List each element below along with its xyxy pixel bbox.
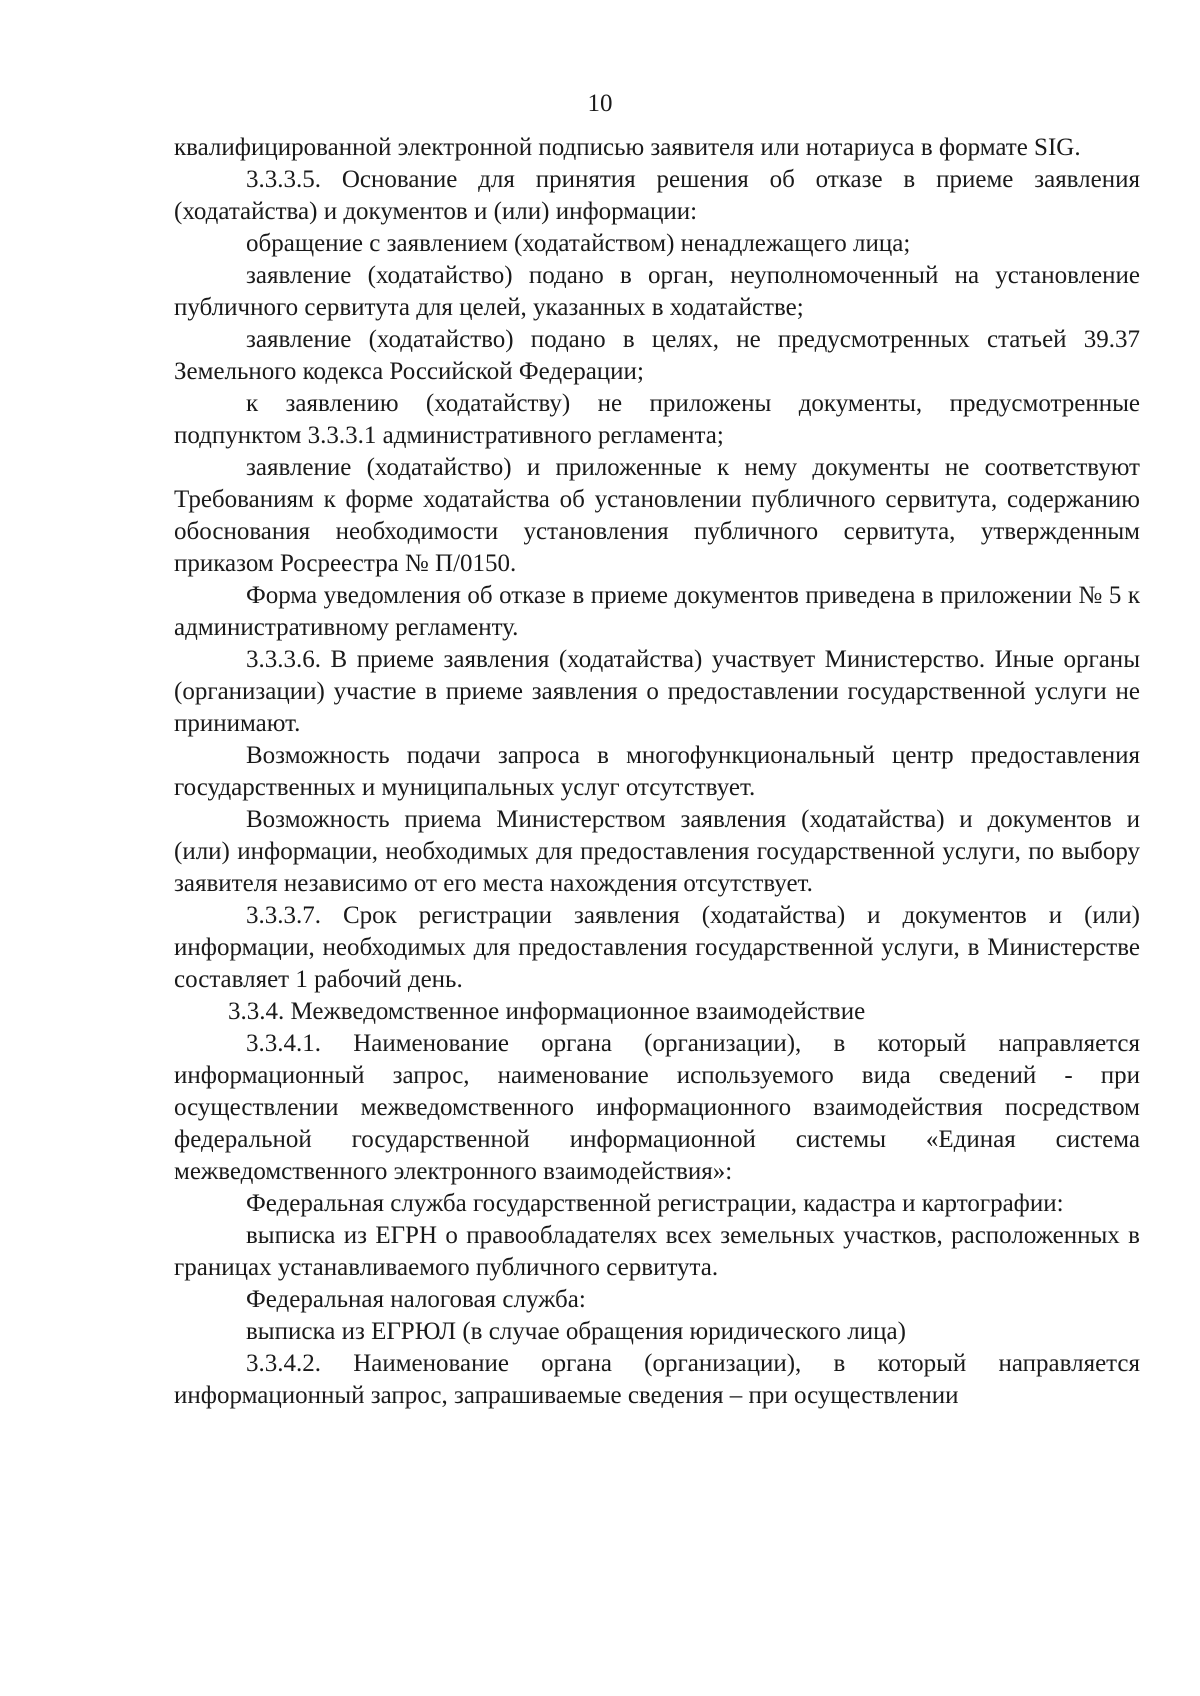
page-number: 10 [587, 90, 613, 117]
paragraph: квалифицированной электронной подписью заявителя или нотариуса в формате SIG. [174, 134, 1081, 161]
paragraph: 3.3.3.7. Срок регистрации заявления (ходатайства) и документов и (или) информации, необходимых для предоставления государственной услуги, в Министерстве составляет 1 рабочий день. [174, 902, 1140, 993]
paragraph: Федеральная служба государственной регистрации, кадастра и картографии: [246, 1190, 1064, 1217]
paragraph: к заявлению (ходатайству) не приложены документы, предусмотренные подпунктом 3.3.3.1 административного регламента; [174, 390, 1140, 449]
paragraph: Возможность приема Министерством заявления (ходатайства) и документов и (или) информации, необходимых для предоставления государственной услуги, по выбору заявителя независимо от его места нахождения отсутствует. [174, 806, 1140, 897]
paragraph: заявление (ходатайство) и приложенные к нему документы не соответствуют Требованиям к форме ходатайства об установлении публичного сервитута, содержанию обоснования необходимости установления публичного сервитута, утвержденным приказом Росреестра № П/0150. [174, 454, 1140, 577]
document-body [174, 132, 1140, 1412]
paragraph: обращение с заявлением (ходатайством) ненадлежащего лица; [246, 230, 911, 257]
paragraph: Федеральная налоговая служба: [246, 1286, 586, 1313]
paragraph: 3.3.4.2. Наименование органа (организации), в который направляется информационный запрос, запрашиваемые сведения – при осуществлении [174, 1350, 1140, 1409]
paragraph: 3.3.3.5. Основание для принятия решения об отказе в приеме заявления (ходатайства) и документов и (или) информации: [174, 166, 1140, 225]
paragraph: заявление (ходатайство) подано в орган, неуполномоченный на установление публичного сервитута для целей, указанных в ходатайстве; [174, 262, 1140, 321]
section-heading: 3.3.4. Межведомственное информационное взаимодействие [228, 998, 866, 1025]
paragraph: выписка из ЕГРЮЛ (в случае обращения юридического лица) [246, 1318, 906, 1345]
paragraph: Возможность подачи запроса в многофункциональный центр предоставления государственных и муниципальных услуг отсутствует. [174, 742, 1140, 801]
paragraph: 3.3.4.1. Наименование органа (организации), в который направляется информационный запрос, наименование используемого вида сведений - при осуществлении межведомственного информационного взаимодействия посредством федеральной государственной информационной системы «Единая система межведомственного электронного взаимодействия»: [174, 1030, 1140, 1185]
paragraph: заявление (ходатайство) подано в целях, не предусмотренных статьей 39.37 Земельного кодекса Российской Федерации; [174, 326, 1140, 385]
paragraph: выписка из ЕГРН о правообладателях всех земельных участков, расположенных в границах устанавливаемого публичного сервитута. [174, 1222, 1140, 1281]
paragraph: Форма уведомления об отказе в приеме документов приведена в приложении № 5 к административному регламенту. [174, 582, 1140, 641]
paragraph: 3.3.3.6. В приеме заявления (ходатайства) участвует Министерство. Иные органы (организации) участие в приеме заявления о предоставлении государственной услуги не принимают. [174, 646, 1140, 737]
